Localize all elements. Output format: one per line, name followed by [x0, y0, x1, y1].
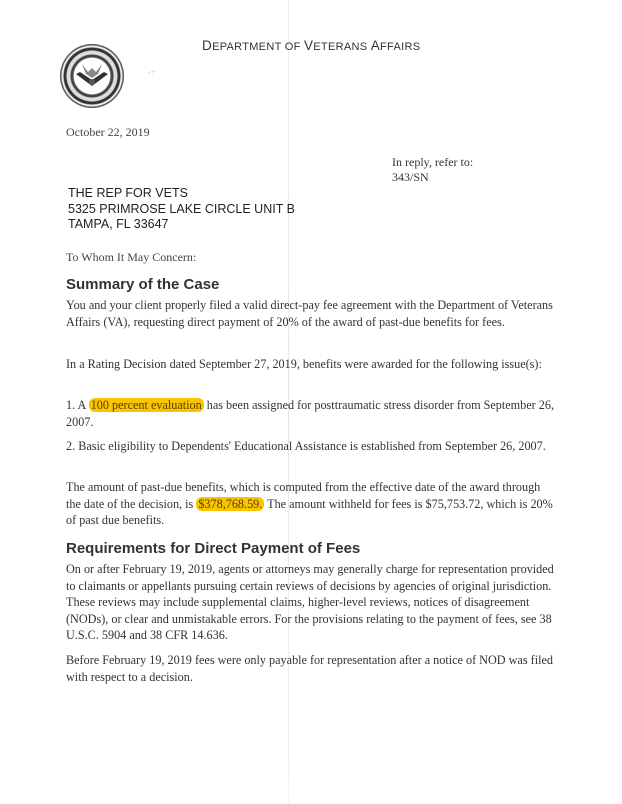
- agency-name: [202, 38, 420, 53]
- issue-2: 2. Basic eligibility to Dependents' Educational Assistance is established from September 26, 2007.: [66, 439, 546, 453]
- recipient-city: TAMPA, FL 33647: [68, 217, 169, 231]
- va-seal-icon: [60, 44, 124, 108]
- scan-artifact: -+·: [148, 68, 157, 76]
- summary-paragraph-3: [66, 479, 556, 529]
- recipient-name: THE REP FOR VETS: [68, 186, 188, 200]
- past-due-prefix: The amount of past-due benefits, which is computed from the effective date of the award through the date of the decision, is: [66, 480, 541, 511]
- letter-date: October 22, 2019: [66, 125, 150, 139]
- requirements-heading: Requirements for Direct Payment of Fees: [66, 540, 361, 557]
- highlight-evaluation: 100 percent evaluation: [90, 398, 202, 412]
- summary-paragraph-1: You and your client properly filed a valid direct-pay fee agreement with the Department of Veterans Affairs (VA), requesting direct payment of 20% of the award of past-due benefits for fees.: [66, 298, 553, 329]
- reply-code: 343/SN: [392, 170, 429, 184]
- summary-heading: Summary of the Case: [66, 276, 220, 293]
- reply-label: In reply, refer to:: [392, 155, 474, 169]
- salutation: To Whom It May Concern:: [66, 250, 197, 264]
- recipient-address: [68, 186, 295, 233]
- requirements-paragraph-1: On or after February 19, 2019, agents or attorneys may generally charge for representation provided to claimants or appellants pursuing certain reviews of decisions by agencies of original jurisdiction. These reviews may include supplemental claims, higher-level reviews, notices of disagreement (NODs), or clear and unmistakable errors. For the provisions relating to the payment of fees, see 38 U.S.C. 5904 and 38 CFR 14.636.: [66, 562, 554, 642]
- agency-name-part: D: [202, 38, 213, 53]
- eagle-icon: [74, 60, 110, 90]
- agency-name-part: EPARTMENT OF: [212, 41, 304, 53]
- agency-name-part: ETERANS: [313, 41, 371, 53]
- past-due-suffix: The amount withheld for fees is $75,753.72, which is 20% of past due benefits.: [66, 496, 553, 527]
- issue-1-prefix: 1. A: [66, 398, 89, 412]
- agency-name-part: V: [303, 38, 314, 53]
- summary-paragraph-2: In a Rating Decision dated September 27, 2019, benefits were awarded for the following issue(s):: [66, 357, 542, 371]
- requirements-paragraph-2: Before February 19, 2019 fees were only payable for representation after a notice of NOD was filed with respect to a decision.: [66, 653, 553, 684]
- highlight-past-due-amount: $378,768.59.: [198, 496, 263, 511]
- reply-reference: [392, 155, 473, 185]
- agency-name-part: FFAIRS: [380, 41, 421, 53]
- issue-1-suffix: has been assigned for posttraumatic stress disorder from September 26, 2007.: [66, 398, 555, 429]
- agency-name-part: A: [370, 38, 381, 53]
- issue-1: [66, 397, 556, 430]
- recipient-street: 5325 PRIMROSE LAKE CIRCLE UNIT B: [68, 201, 295, 216]
